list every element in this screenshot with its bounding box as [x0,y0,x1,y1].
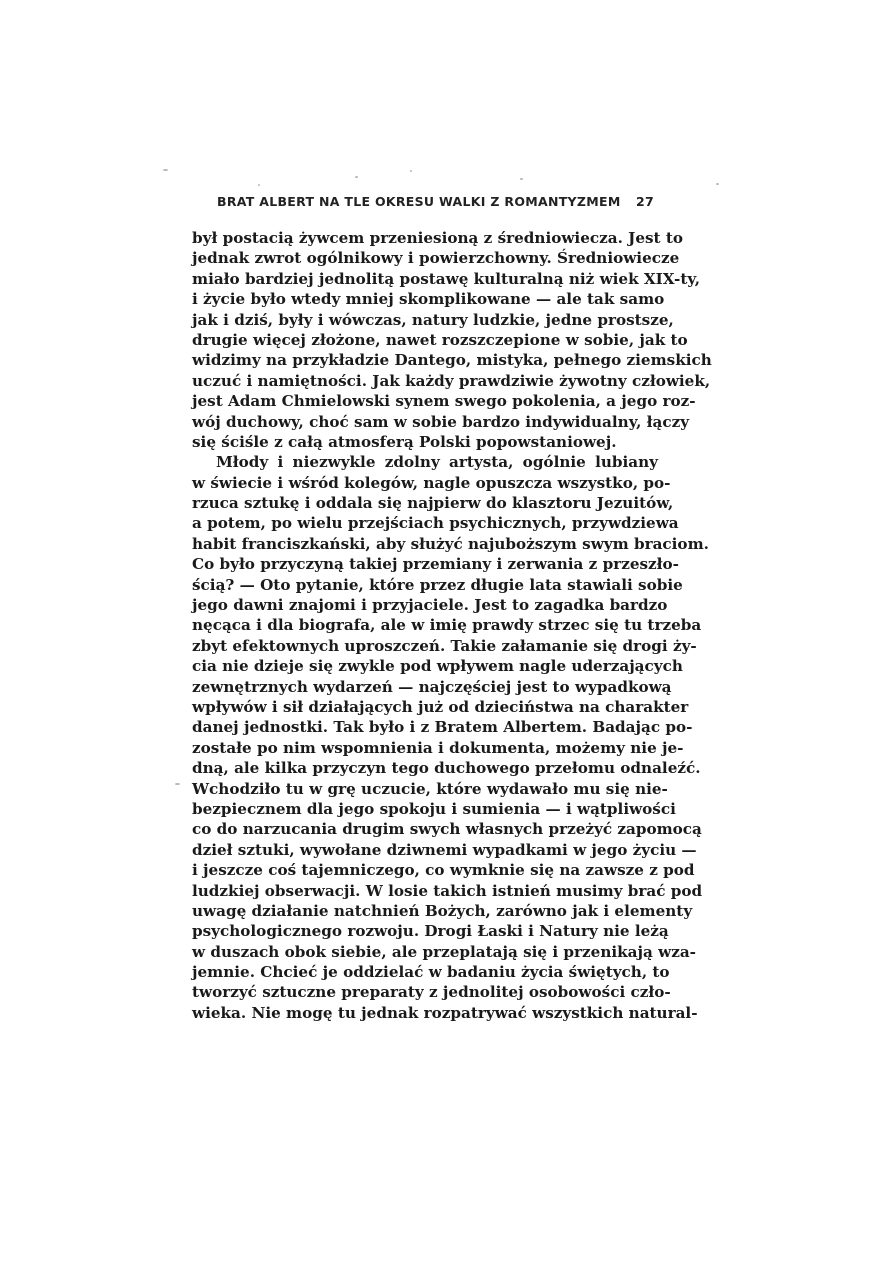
text-line: a potem, po wielu przejściach psychicznych, przywdziewa [192,514,679,533]
text-line: jemnie. Chcieć je oddzielać w badaniu życia świętych, to [192,963,670,982]
text-line: drugie więcej złożone, nawet rozszczepione w sobie, jak to [192,330,688,349]
scan-speck [175,783,180,785]
text-line: jego dawni znajomi i przyjaciele. Jest to zagadka bardzo [192,596,668,615]
text-line: i życie było wtedy mniej skomplikowane — ale tak samo [192,290,665,309]
text-line: danej jednostki. Tak było i z Bratem Albertem. Badając po- [192,718,693,737]
scan-speck [258,184,260,186]
text-line: uwagę działanie natchnień Bożych, zarówno jak i elementy [192,901,693,920]
text-line: wieka. Nie mogę tu jednak rozpatrywać wszystkich natural- [192,1003,698,1022]
text-line: uczuć i namiętności. Jak każdy prawdziwie żywotny człowiek, [192,371,711,390]
text-line: zbyt efektownych uproszczeń. Takie załamanie się drogi ży- [192,636,697,655]
text-line: jest Adam Chmielowski synem swego pokolenia, a jego roz- [192,392,696,411]
text-line: habit franciszkański, aby służyć najuboższym swym braciom. [192,534,709,553]
running-header [192,190,658,212]
text-line: ścią? — Oto pytanie, które przez długie lata stawiali sobie [192,575,683,594]
text-line: miało bardziej jednolitą postawę kulturalną niż wiek XIX-ty, [192,269,700,288]
text-line: widzimy na przykładzie Dantego, mistyka, pełnego ziemskich [192,351,712,370]
text-line: w świecie i wśród kolegów, nagle opuszcza wszystko, po- [192,473,671,492]
text-line: jak i dziś, były i wówczas, natury ludzkie, jedne prostsze, [192,310,674,329]
scan-speck [520,178,523,180]
text-line: i jeszcze coś tajemniczego, co wymknie się na zawsze z pod [192,861,695,880]
text-line: nęcąca i dla biografa, ale w imię prawdy strzec się tu trzeba [192,616,702,635]
text-line: w duszach obok siebie, ale przeplatają się i przenikają wza- [192,942,696,961]
text-line: dzieł sztuki, wywołane dziwnemi wypadkami w jego życiu — [192,840,697,859]
text-line: co do narzucania drugim swych własnych przeżyć zapomocą [192,820,702,839]
page-number: 27 [636,194,654,209]
text-line: tworzyć sztuczne preparaty z jednolitej osobowości czło- [192,983,671,1002]
text-line: się ściśle z całą atmosferą Polski popowstaniowej. [192,432,617,451]
running-title: BRAT ALBERT NA TLE OKRESU WALKI Z ROMANTYZMEM [217,194,621,209]
text-line: Młody i niezwykle zdolny artysta, ogólnie lubiany [216,453,658,472]
text-line: cia nie dzieje się zwykle pod wpływem nagle uderzających [192,657,683,676]
text-line: Co było przyczyną takiej przemiany i zerwania z przeszło- [192,555,679,574]
text-line: zostałe po nim wspomnienia i dokumenta, możemy nie je- [192,738,684,757]
text-line: wpływów i sił działających już od dzieciństwa na charakter [192,697,689,716]
scan-speck [163,169,168,171]
body-text [192,228,712,1023]
text-line: wój duchowy, choć sam w sobie bardzo indywidualny, łączy [192,412,690,431]
text-line: psychologicznego rozwoju. Drogi Łaski i Natury nie leżą [192,922,669,941]
text-line: Wchodziło tu w grę uczucie, które wydawało mu się nie- [192,779,668,798]
text-line: dną, ale kilka przyczyn tego duchowego przełomu odnaleźć. [192,759,701,778]
text-line: zewnętrznych wydarzeń — najczęściej jest to wypadkową [192,677,672,696]
text-line: bezpiecznem dla jego spokoju i sumienia — i wątpliwości [192,799,676,818]
text-line: rzuca sztukę i oddala się najpierw do klasztoru Jezuitów, [192,494,674,513]
text-line: ludzkiej obserwacji. W losie takich istnień musimy brać pod [192,881,703,900]
text-line: jednak zwrot ogólnikowy i powierzchowny. Średniowiecze [192,249,680,268]
scan-speck [410,170,412,172]
text-line: był postacią żywcem przeniesioną z średniowiecza. Jest to [192,229,683,247]
scan-speck [716,183,719,185]
scan-speck [355,176,358,178]
